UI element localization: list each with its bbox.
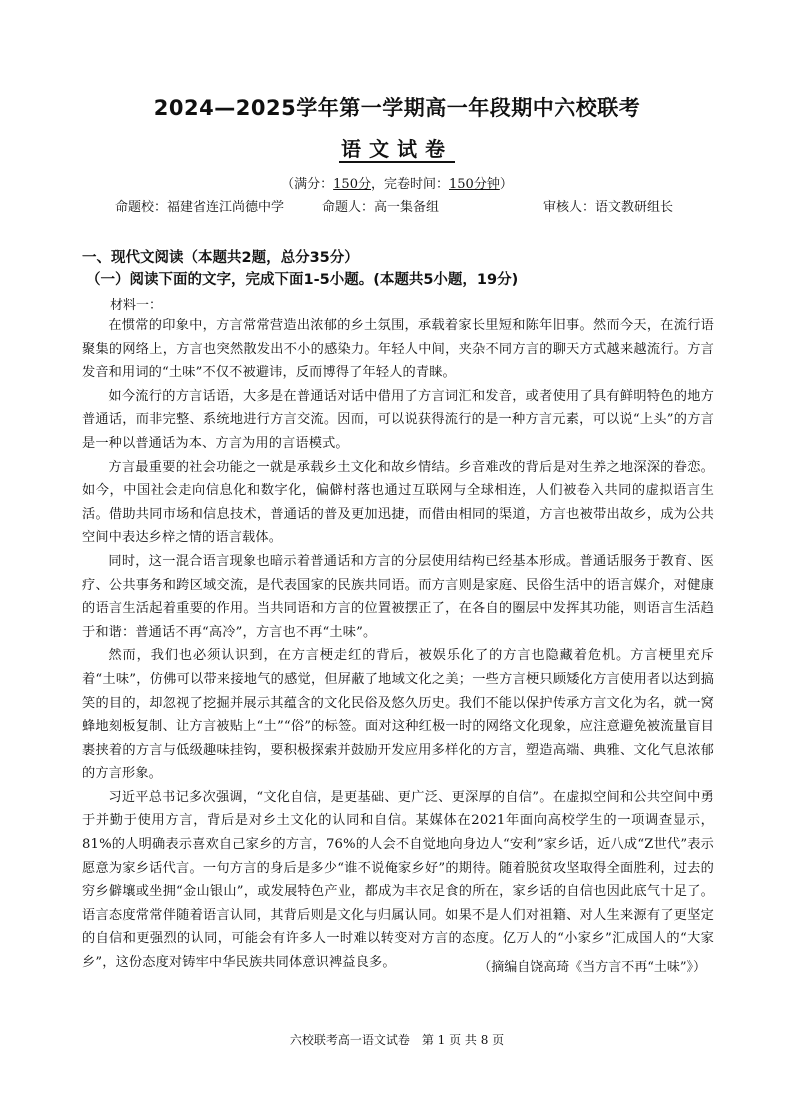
page-footer: 六校联考高一语文试卷 第 1 页 共 8 页 [289, 1033, 505, 1047]
subtitle-text: 语文试卷 [341, 137, 453, 161]
reading-passage [82, 314, 714, 975]
subsection-title: （一）阅读下面的文字，完成下面1-5小题。(本题共5小题，19分) [86, 272, 519, 288]
school: 命题校：福建省连江尚德中学 [115, 200, 285, 215]
score-prefix: （满分： [281, 177, 334, 192]
score-value: 150分 [333, 177, 371, 192]
paragraph: 习近平总书记多次强调，“文化自信，是更基础、更广泛、更深厚的自信”。在虚拟空间和公共空间中勇于并勤于使用方言，背后是对乡土文化的认同和自信。某媒体在2021年面向高校学生的一项调查显示，81%的人明确表示喜欢自己家乡的方言，76%的人会不自觉地向身边人“安利”家乡话，近八成“Z世代”表示愿意为家乡话代言。一句方言的身后是多少“谁不说俺家乡好”的期待。随着脱贫攻坚取得全面胜利，过去的穷乡僻壤或坐拥“金山银山”，或发展特色产业，都成为丰衣足食的所在，家乡话的自信也因此底气十足了。语言态度常常伴随着语言认同，其背后则是文化与归属认同。如果不是人们对祖籍、对人生来源有了更坚定的自信和更强烈的认同，可能会有许多人一时难以转变对方言的态度。亿万人的“小家乡”汇成国人的“大家乡”，这份态度对铸牢中华民族共同体意识裨益良多。 [82, 789, 714, 971]
info-close: ） [499, 177, 513, 192]
paragraph: 方言最重要的社会功能之一就是承载乡土文化和故乡情结。乡音难改的背后是对生养之地深深的眷恋。如今，中国社会走向信息化和数字化，偏僻村落也通过互联网与全球相连，人们被卷入共同的虚拟语言生活。借助共同市场和信息技术，普通话的普及更加迅捷，而借由相同的渠道，方言也被带出故乡，成为公共空间中表达乡梓之情的语言载体。 [82, 459, 714, 546]
time-prefix: ，完卷时间： [370, 177, 449, 192]
paragraph: 同时，这一混合语言现象也暗示着普通话和方言的分层使用结构已经基本形成。普通话服务于教育、医疗、公共事务和跨区域交流，是代表国家的民族共同语。而方言则是家庭、民俗生活中的语言媒介，对健康的语言生活起着重要的作用。当共同语和方言的位置被摆正了，在各自的圈层中发挥其功能，则语言生活趋于和谐：普通话不再“高冷”，方言也不再“土味”。 [82, 553, 714, 640]
material-label: 材料一： [110, 298, 163, 313]
time-value: 150分钟 [449, 177, 500, 192]
reviewer: 审核人：语文教研组长 [543, 200, 674, 215]
exam-title: 2024—2025学年第一学期高一年段期中六校联考 [153, 96, 641, 120]
exam-info [0, 173, 794, 192]
section-title: 一、现代文阅读（本题共2题，总分35分） [82, 250, 359, 266]
exam-meta [115, 196, 715, 215]
source-citation: （摘编自饶高琦《当方言不再“土味”》） [478, 960, 706, 975]
exam-subtitle [0, 133, 794, 162]
paragraph: 如今流行的方言话语，大多是在普通话对话中借用了方言词汇和发音，或者使用了具有鲜明特色的地方普通话，而非完整、系统地进行方言交流。因而，可以说获得流行的是一种方言元素，可以说“上头”的方言是一种以普通话为本、方言为用的言语模式。 [82, 388, 714, 451]
author: 命题人：高一集备组 [322, 200, 440, 215]
paragraph: 在惯常的印象中，方言常常营造出浓郁的乡土氛围，承载着家长里短和陈年旧事。然而今天，在流行语聚集的网络上，方言也突然散发出不小的感染力。年轻人中间，夹杂不同方言的聊天方式越来越流行。方言发音和用词的“土味”不仅不被避讳，反而博得了年轻人的青睐。 [82, 318, 714, 381]
paragraph: 然而，我们也必须认识到，在方言梗走红的背后，被娱乐化了的方言也隐藏着危机。方言梗里充斥着“土味”，仿佛可以带来接地气的感觉，但屏蔽了地域文化之美；一些方言梗只顾矮化方言使用者以达到搞笑的目的，却忽视了挖掘并展示其蕴含的文化民俗及悠久历史。我们不能以保护传承方言文化为名，就一窝蜂地刻板复制、让方言被贴上“土”“俗”的标签。面对这种红极一时的网络文化现象，应注意避免被流量盲目裹挟着的方言与低级趣味挂钩，要积极探索并鼓励开发应用多样化的方言，塑造高端、典雅、文化气息浓郁的方言形象。 [82, 648, 714, 782]
